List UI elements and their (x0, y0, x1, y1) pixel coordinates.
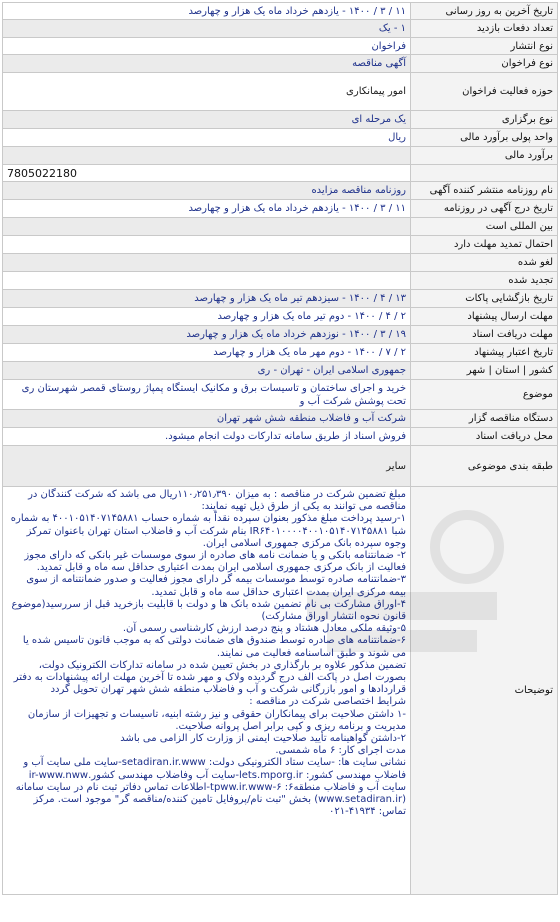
info-row (3, 446, 558, 487)
info-row (3, 182, 558, 200)
row-value: ۲ / ۴ / ۱۴۰۰ - دوم تیر ماه یک هزار و چهارصد (3, 308, 411, 326)
row-value: ۱۱ / ۳ / ۱۴۰۰ - یازدهم خرداد ماه یک هزار و چهارصد (3, 200, 411, 218)
info-row (3, 428, 558, 446)
info-row (3, 218, 558, 236)
row-label: مهلت ارسال پیشنهاد (411, 308, 558, 326)
info-row (3, 308, 558, 326)
row-label: نوع برگزاری (411, 111, 558, 129)
tender-info-table (2, 2, 558, 895)
row-label: نام روزنامه منتشر کننده آگهی (411, 182, 558, 200)
row-value: ۲ / ۷ / ۱۴۰۰ - دوم مهر ماه یک هزار و چهارصد (3, 344, 411, 362)
row-value: روزنامه مناقصه مزایده (3, 182, 411, 200)
info-row (3, 344, 558, 362)
row-label: بین المللی است (411, 218, 558, 236)
notes-label: توضیحات (411, 487, 558, 895)
info-row (3, 165, 558, 182)
row-label: تاریخ بازگشایی پاکات (411, 290, 558, 308)
tender-detail-sheet (2, 2, 558, 895)
info-row (3, 3, 558, 20)
row-value (3, 272, 411, 290)
row-label: نوع انتشار (411, 38, 558, 55)
row-value: ۱ - یک (3, 20, 411, 38)
info-row (3, 55, 558, 73)
row-label: کشور | استان | شهر (411, 362, 558, 380)
row-value (3, 236, 411, 254)
notes-row (3, 487, 558, 895)
info-row (3, 254, 558, 272)
row-value (3, 254, 411, 272)
row-label: تاریخ درج آگهی در روزنامه (411, 200, 558, 218)
row-label: طبقه بندی موضوعی (411, 446, 558, 487)
row-label: حوزه فعالیت فراخوان (411, 73, 558, 111)
row-value: ۱۳ / ۴ / ۱۴۰۰ - سیزدهم تیر ماه یک هزار و چهارصد (3, 290, 411, 308)
info-row (3, 73, 558, 111)
row-label: مهلت دریافت اسناد (411, 326, 558, 344)
row-label: محل دریافت اسناد (411, 428, 558, 446)
row-value: فراخوان (3, 38, 411, 55)
info-row (3, 20, 558, 38)
row-value (3, 147, 411, 165)
info-row (3, 290, 558, 308)
row-value: 7805022180 (3, 165, 411, 182)
row-label: تجدید شده (411, 272, 558, 290)
row-label: موضوع (411, 380, 558, 410)
row-label: دستگاه مناقصه گزار (411, 410, 558, 428)
row-value: امور پیمانکاری (3, 73, 411, 111)
info-row (3, 129, 558, 147)
row-label: تاریخ اعتبار پیشنهاد (411, 344, 558, 362)
info-row (3, 410, 558, 428)
row-value: جمهوری اسلامی ایران - تهران - ری (3, 362, 411, 380)
row-label: تاریخ آخرین به روز رسانی (411, 3, 558, 20)
row-label: تعداد دفعات بازدید (411, 20, 558, 38)
info-row (3, 272, 558, 290)
info-row (3, 147, 558, 165)
row-label: برآورد مالی (411, 147, 558, 165)
notes-text: مبلغ تضمین شرکت در مناقصه : به میزان ۱۱۰٫۲۵۱٫۳۹۰ریال می باشد که شرکت کنندگان در مناقصه می توانند به یکی از طرق ذیل تهیه نمایند: ۱-رسید پرداخت مبلغ مذکور بعنوان سپرده نقداً به شماره حساب ۴۰۰۱۰۵۱۴۰۷۱۴۵۸۸۱ به شماره شبا IR۶۴۰۱۰۰۰۰۴۰۰۱۰۵۱۴۰۷۱۴۵۸۸۱ بنام شرکت آب و فاضلاب استان تهران باعنوان تمرکز وجوه سپرده بانک مرکزی جمهوری اسلامی ایران. ۲- ضمانتنامه بانکی و یا ضمانت نامه های صادره از سوی موسسات غیر بانکی که دارای مجوز فعالیت از بانک مرکزی جمهوری اسلامی ایران بمدت اعتباری حداقل سه ماه و قابل تمدید. ۳-ضمانتنامه صادره توسط موسسات بیمه گر دارای مجوز فعالیت و صدور ضمانتنامه از سوی بیمه مرکزی ایران بمدت اعتباری حداقل سه ماه و قابل تمدید. ۴-اوراق مشارکت بی نام تضمین شده بانک ها و دولت با قابلیت بازخرید قبل از سررسید(موضوع قانون نحوه انتشار اوراق مشارکت) ۵-وثیقه ملکی معادل هشتاد و پنج درصد ارزش کارشناسی رسمی آن. ۶-ضمانتنامه های صادره توسط صندوق های ضمانت دولتی که به موجب قانون تاسیس شده یا می شوند و طبق اساسنامه فعالیت می نمایند. تضمین مذکور علاوه بر بارگذاری در بخش تعیین شده در سامانه تدارکات الکترونیک دولت، بصورت اصل در پاکت الف درج گردیده ولاک و مهر شده تا آخرین مهلت ارائه پیشنهادات به دفتر قراردادها و امور بازرگانی شرکت و آب و فاضلاب منطقه شش شهر تهران تحویل گردد شرایط اختصاصی شرکت در مناقصه : -۱ داشتن صلاحیت برای پیمانکاران حقوقی و نیز رشته ابنیه، تاسیسات و تجهیزات از سازمان مدیریت و برنامه ریزی و کپی برابر اصل پروانه صلاحیت. ۲-داشتن گواهینامه تأیید صلاحیت ایمنی از وزارت کار الزامی می باشد مدت اجرای کار: ۶ ماه شمسی. نشانی سایت ها: -سایت ستاد الکترونیکی دولت: setadiran.ir.www-سایت ملی سایت آب و فاضلاب مهندسی کشور: lets.mporg.ir-سایت آب وفاضلاب مهندسی کشور.ir-www.nww سایت آب و فاضلاب منطقه۶: tpww.ir.www-۶-اطلاعات تماس دفاتر ثبت نام در سایت سامانه (www.setadiran.ir) بخش "ثبت نام/پروفایل تامین کننده/مناقصه گر" موجود است. مرکز تماس: ۴۱۹۳۴-۰۲۱ (3, 487, 411, 895)
row-value: ریال (3, 129, 411, 147)
row-value: آگهی مناقصه (3, 55, 411, 73)
row-label: نوع فراخوان (411, 55, 558, 73)
row-label: لغو شده (411, 254, 558, 272)
row-label: احتمال تمدید مهلت دارد (411, 236, 558, 254)
row-label (411, 165, 558, 182)
info-row (3, 236, 558, 254)
info-row (3, 362, 558, 380)
info-row (3, 326, 558, 344)
row-label: واحد پولی برآورد مالی (411, 129, 558, 147)
row-value: سایر (3, 446, 411, 487)
row-value: شرکت آب و فاضلاب منطقه شش شهر تهران (3, 410, 411, 428)
info-row (3, 200, 558, 218)
info-row (3, 111, 558, 129)
row-value (3, 218, 411, 236)
row-value: خرید و اجرای ساختمان و تاسیسات برق و مکانیک ایستگاه پمپاژ روستای قمصر شهرستان ری تحت پوشش شرکت آب و (3, 380, 411, 410)
info-row (3, 380, 558, 410)
row-value: ۱۹ / ۳ / ۱۴۰۰ - نوزدهم خرداد ماه یک هزار و چهارصد (3, 326, 411, 344)
row-value: ۱۱ / ۳ / ۱۴۰۰ - یازدهم خرداد ماه یک هزار و چهارصد (3, 3, 411, 20)
row-value: یک مرحله ای (3, 111, 411, 129)
info-row (3, 38, 558, 55)
row-value: فروش اسناد از طریق سامانه تدارکات دولت انجام میشود. (3, 428, 411, 446)
